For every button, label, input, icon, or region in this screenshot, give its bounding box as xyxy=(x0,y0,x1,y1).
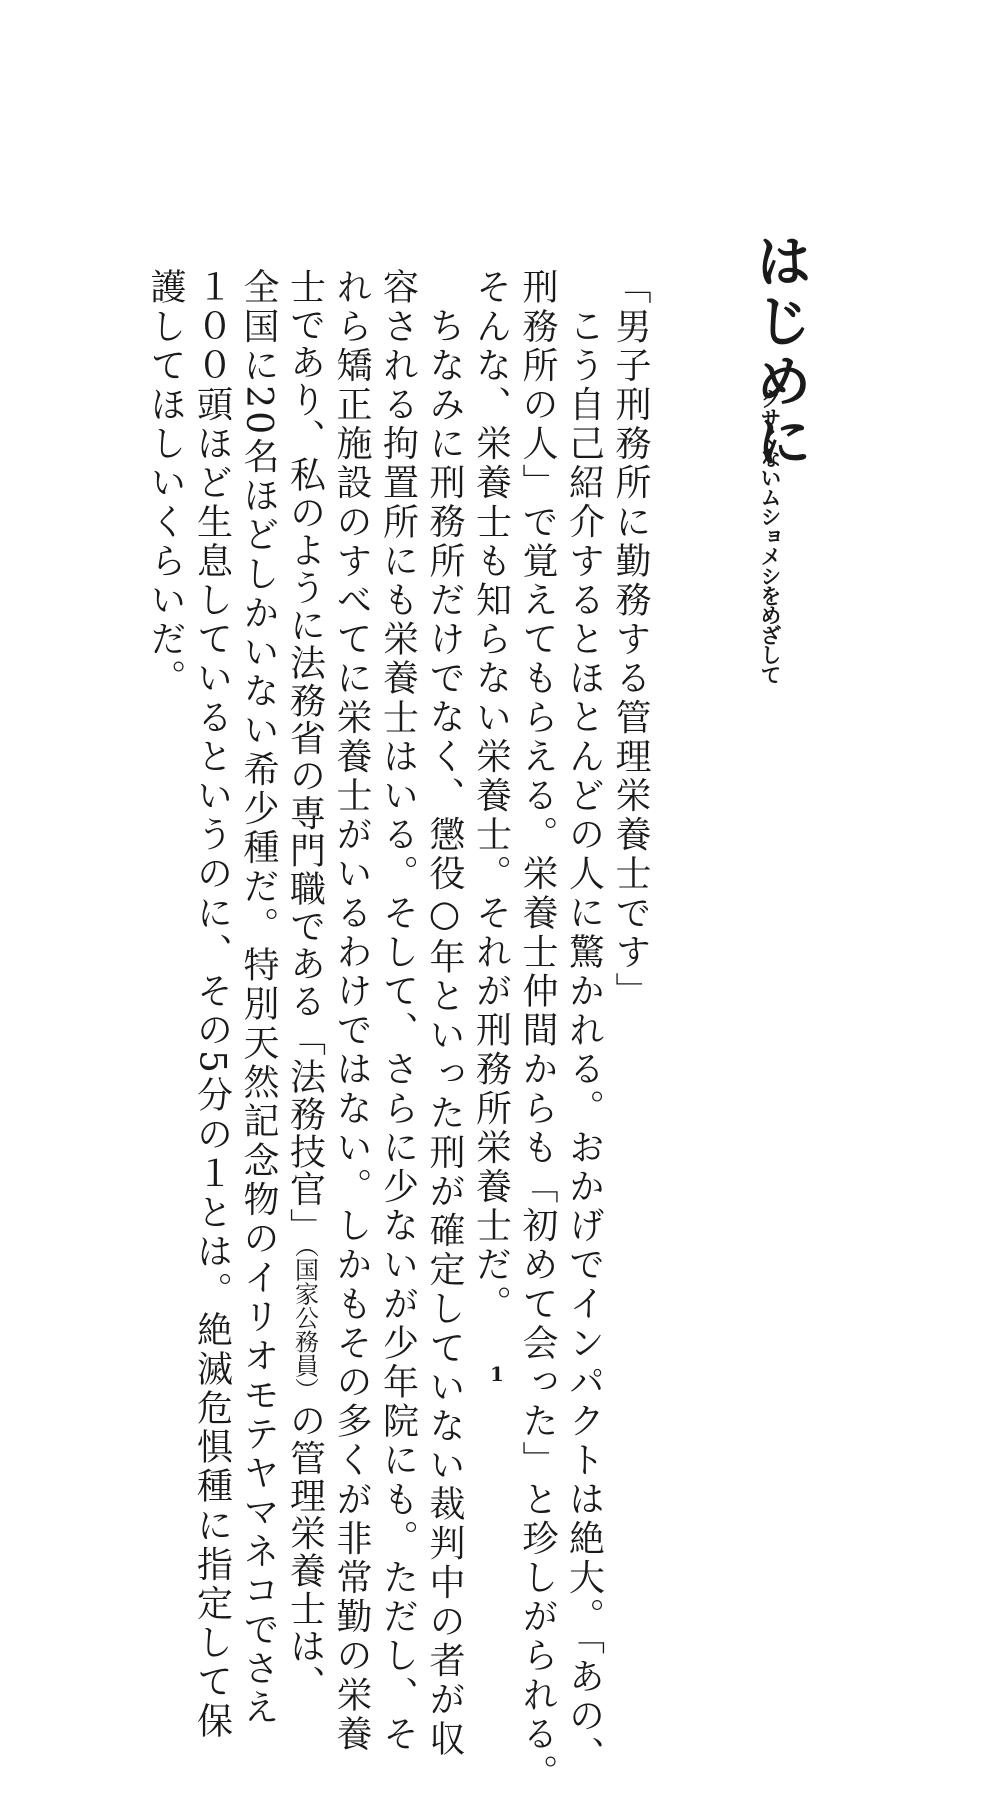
chapter-subtitle: クサくないムショメシをめざして xyxy=(758,388,783,684)
text-column: 護してほしいくらいだ。 xyxy=(145,268,186,699)
text-column xyxy=(281,268,328,1703)
text-segment: の管理栄養士は、 xyxy=(284,1401,326,1703)
text-column: れら矯正施設のすべてに栄養士がいるわけではない。しかもその多くが非常勤の栄養 xyxy=(331,268,372,1754)
text-column: 全国に20名ほどしかいない希少種だ。特別天然記念物のイリオモテヤマネコでさえ xyxy=(238,268,279,1728)
text-column: 刑務所の人」で覚えてもらえる。栄養士仲間からも「初めて会った」と珍しがられる。 xyxy=(517,268,558,1793)
chapter-title: はじめに xyxy=(747,232,813,472)
text-column: ちなみに刑務所だけでなく、懲役○年といった刑が確定していない裁判中の者が収 xyxy=(424,307,465,1759)
parenthetical-note: （国家公務員） xyxy=(290,1245,319,1402)
text-column: 「男子刑務所に勤務する管理栄養士です」 xyxy=(610,268,651,1011)
page-number: 1 xyxy=(490,1362,504,1386)
text-segment: 士であり、私のように法務省の専門職である「法務技官」 xyxy=(284,268,326,1246)
text-column: １００頭ほど生息しているというのに、その5分の１とは。絶滅危惧種に指定して保 xyxy=(191,268,233,1741)
text-column: こう自己紹介するとほとんどの人に驚かれる。おかげでインパクトは絶大。「あの、 xyxy=(563,307,605,1775)
text-column: 容される拘置所にも栄養士はいる。そして、さらに少ないが少年院にも。ただし、そ xyxy=(377,268,419,1754)
text-column: そんな、栄養士も知らない栄養士。それが刑務所栄養士だ。 xyxy=(470,268,512,1324)
body-text xyxy=(142,268,654,1793)
